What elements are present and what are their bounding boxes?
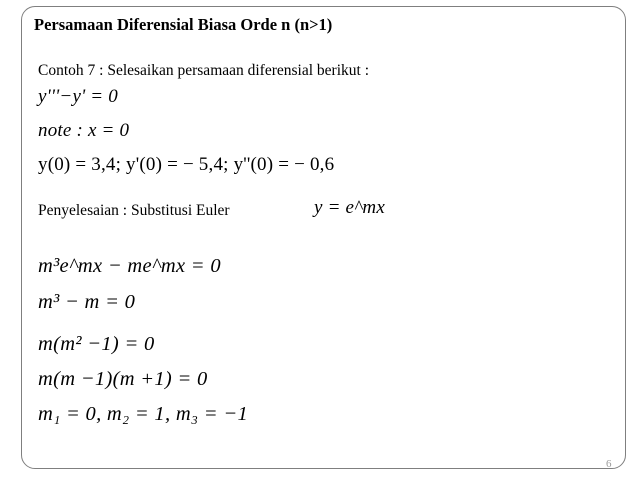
example-label: Contoh 7 : Selesaikan persamaan diferensial berikut : (38, 62, 370, 79)
step-1: m³e^mx − me^mx = 0 (38, 255, 221, 277)
initial-conditions: y(0) = 3,4; y'(0) = − 5,4; y''(0) = − 0,6 (38, 154, 335, 175)
note-line: note : x = 0 (38, 120, 130, 141)
step-3: m(m² −1) = 0 (38, 333, 155, 355)
page-number: 6 (606, 458, 612, 470)
step-4: m(m −1)(m +1) = 0 (38, 368, 208, 390)
solution-label: Penyelesaian : Substitusi Euler (38, 202, 230, 219)
step-2: m³ − m = 0 (38, 291, 136, 313)
step-5: m₁ = 0, m₂ = 1, m₃ = −1 (38, 403, 249, 425)
slide-title: Persamaan Diferensial Biasa Orde n (n>1) (34, 15, 333, 34)
differential-equation: y'''−y' = 0 (38, 86, 118, 107)
euler-substitution: y = e^mx (314, 197, 385, 218)
